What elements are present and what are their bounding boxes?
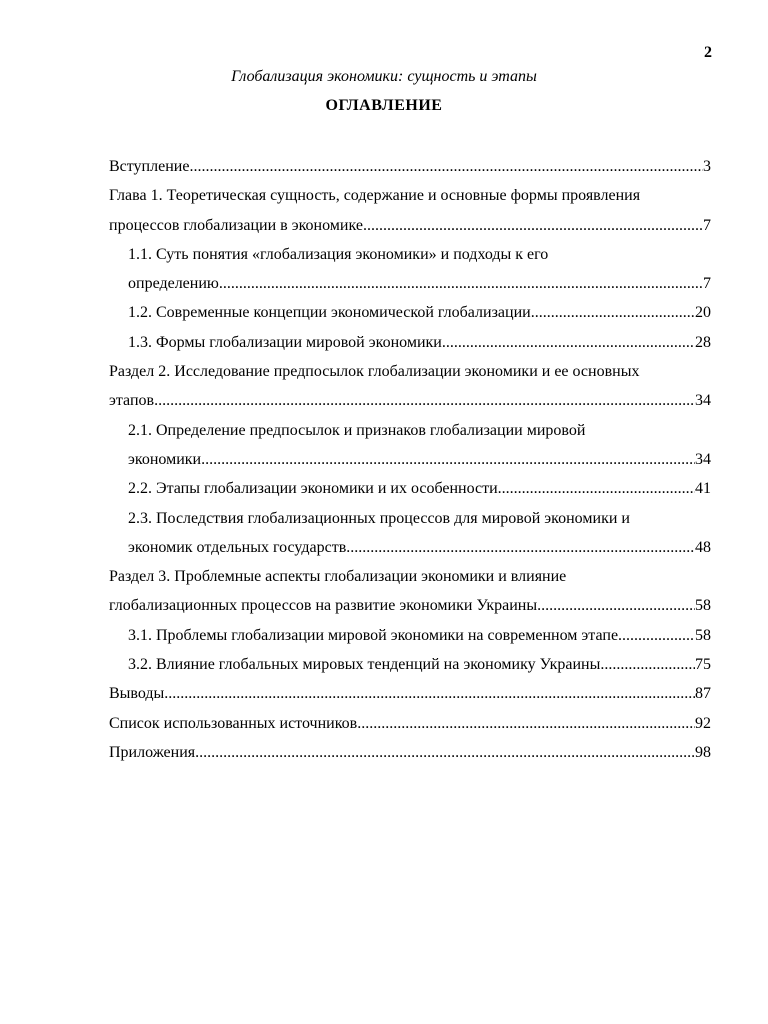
toc-entry-page: 3 xyxy=(703,158,711,175)
toc-leader-dots xyxy=(357,709,695,738)
toc-entry-text: Глава 1. Теоретическая сущность, содержание и основные формы проявления xyxy=(109,187,641,205)
table-of-contents xyxy=(109,152,711,767)
toc-subentry xyxy=(109,269,711,298)
toc-entry-page: 7 xyxy=(703,275,711,293)
toc-title: ОГЛАВЛЕНИЕ xyxy=(325,97,443,114)
toc-entry-text: Раздел 3. Проблемные аспекты глобализации экономики и влияние xyxy=(109,568,567,586)
toc-entry-text: 2.2. Этапы глобализации экономики и их особенности xyxy=(128,480,498,498)
toc-subentry xyxy=(109,298,711,327)
toc-entry xyxy=(109,181,711,210)
toc-leader-dots xyxy=(195,738,695,767)
toc-entry-page: 28 xyxy=(695,333,711,351)
toc-entry-text: Приложения xyxy=(109,743,196,761)
toc-subentry xyxy=(109,533,711,562)
toc-entry-page: 7 xyxy=(703,216,711,234)
toc-entry-text: экономики xyxy=(128,450,202,468)
toc-leader-dots xyxy=(442,328,695,357)
toc-entry xyxy=(109,152,711,181)
toc-entry-text: глобализационных процессов на развитие экономики Украины xyxy=(109,597,538,615)
toc-entry-text: процессов глобализации в экономике xyxy=(109,216,363,234)
toc-entry-page: 58 xyxy=(695,626,711,644)
toc-entry-text: 1.3. Формы глобализации мировой экономики xyxy=(128,333,442,351)
toc-entry-text: Список использованных источников xyxy=(109,714,358,732)
toc-leader-dots xyxy=(498,474,695,503)
toc-entry xyxy=(109,679,711,708)
toc-entry-text: 2.3. Последствия глобализационных процессов для мировой экономики и xyxy=(128,509,630,527)
toc-leader-dots xyxy=(189,152,703,181)
toc-entry-text: этапов xyxy=(109,392,155,410)
toc-leader-dots xyxy=(164,679,695,708)
toc-entry-page: 41 xyxy=(695,480,711,498)
toc-entry-text: 1.2. Современные концепции экономической глобализации xyxy=(128,304,531,322)
toc-entry-text: Вступление xyxy=(109,158,190,175)
toc-subentry xyxy=(109,445,711,474)
page-number: 2 xyxy=(704,44,712,61)
toc-leader-dots xyxy=(531,298,695,327)
toc-leader-dots xyxy=(600,650,695,679)
toc-entry xyxy=(109,357,711,386)
toc-entry xyxy=(109,562,711,591)
toc-leader-dots xyxy=(537,591,695,620)
toc-entry xyxy=(109,211,711,240)
toc-leader-dots xyxy=(219,269,703,298)
toc-entry-text: Выводы xyxy=(109,685,165,703)
toc-entry-text: 3.2. Влияние глобальных мировых тенденций на экономику Украины xyxy=(128,656,601,674)
toc-entry-page: 34 xyxy=(695,450,711,468)
toc-subentry xyxy=(109,650,711,679)
toc-entry-text: экономик отдельных государств xyxy=(128,538,347,556)
toc-entry-text: 3.1. Проблемы глобализации мировой экономики на современном этапе xyxy=(128,626,619,644)
toc-entry-page: 98 xyxy=(695,743,711,761)
toc-entry-page: 75 xyxy=(695,656,711,674)
toc-entry-page: 34 xyxy=(695,392,711,410)
toc-subentry xyxy=(109,240,711,269)
running-header: Глобализация экономики: сущность и этапы xyxy=(231,68,537,85)
toc-entry-text: Раздел 2. Исследование предпосылок глобализации экономики и ее основных xyxy=(109,363,640,381)
toc-entry-text: 2.1. Определение предпосылок и признаков глобализации мировой xyxy=(128,421,586,439)
toc-entry xyxy=(109,591,711,620)
toc-subentry xyxy=(109,621,711,650)
toc-entry-page: 48 xyxy=(695,538,711,556)
toc-leader-dots xyxy=(363,211,703,240)
toc-entry xyxy=(109,709,711,738)
toc-subentry xyxy=(109,416,711,445)
toc-subentry xyxy=(109,504,711,533)
toc-subentry xyxy=(109,328,711,357)
toc-entry-text: определению xyxy=(128,275,219,293)
toc-entry-page: 92 xyxy=(695,714,711,732)
toc-entry xyxy=(109,386,711,415)
toc-entry-page: 58 xyxy=(695,597,711,615)
toc-entry-text: 1.1. Суть понятия «глобализация экономики» и подходы к его xyxy=(128,245,549,263)
toc-leader-dots xyxy=(346,533,695,562)
toc-entry-page: 87 xyxy=(695,685,711,703)
toc-entry-page: 20 xyxy=(695,304,711,322)
toc-leader-dots xyxy=(154,386,695,415)
toc-leader-dots xyxy=(618,621,695,650)
toc-entry xyxy=(109,738,711,767)
toc-leader-dots xyxy=(201,445,695,474)
toc-subentry xyxy=(109,474,711,503)
